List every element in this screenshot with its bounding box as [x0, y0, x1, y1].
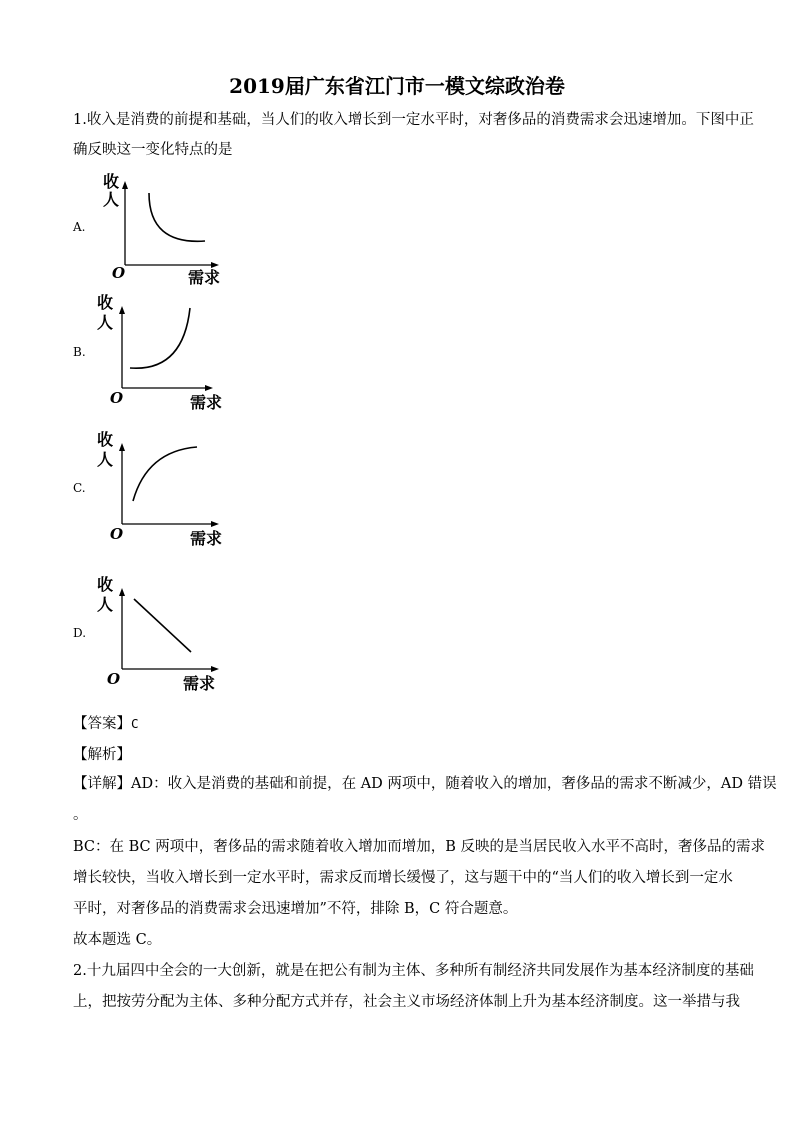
- option-a-label: A.: [73, 220, 86, 234]
- analysis-tag: 【解析】: [73, 747, 131, 763]
- page-title: 2019届广东省江门市一模文综政治卷: [229, 74, 565, 98]
- x-axis-label: 需求: [190, 393, 223, 412]
- option-c-label: C.: [73, 481, 86, 495]
- detail-line-1: [73, 774, 777, 794]
- x-axis-label: 需求: [190, 529, 223, 548]
- y-axis-label-2: 人: [97, 450, 114, 469]
- y-axis-label-1: 收: [97, 293, 114, 312]
- option-b-graph: [95, 290, 235, 420]
- origin-label: O: [110, 389, 124, 407]
- y-axis-label-2: 人: [97, 595, 114, 614]
- x-axis-label: 需求: [188, 268, 221, 287]
- q2-line-1: 2.十九届四中全会的一大创新，就是在把公有制为主体、多种所有制经济共同发展作为基本经济制度的基础: [73, 963, 754, 979]
- y-axis-label-1: 收: [97, 575, 114, 594]
- origin-label: O: [112, 264, 126, 282]
- x-axis-label: 需求: [183, 674, 216, 693]
- answer-value: C: [131, 716, 139, 731]
- curve-decreasing-linear: [134, 599, 191, 652]
- origin-label: O: [107, 670, 121, 688]
- y-axis-arrow: [119, 306, 125, 314]
- y-axis-arrow: [122, 181, 128, 189]
- detail-line-3: BC：在 BC 两项中，奢侈品的需求随着收入增加而增加，B 反映的是当居民收入水平不高时，奢侈品的需求: [73, 839, 766, 855]
- option-d-label: D.: [73, 626, 87, 640]
- curve-increasing-concave: [133, 447, 197, 501]
- answer-tag: 【答案】: [73, 716, 131, 732]
- y-axis-label-2: 人: [103, 190, 120, 209]
- q2-line-2: 上，把按劳分配为主体、多种分配方式并存，社会主义市场经济体制上升为基本经济制度。这一举措与我: [73, 994, 740, 1010]
- y-axis-label-2: 人: [97, 313, 114, 332]
- y-axis-arrow: [119, 588, 125, 596]
- x-axis-arrow: [211, 666, 219, 672]
- x-axis-arrow: [211, 521, 219, 527]
- option-b-label: B.: [73, 345, 86, 359]
- option-c-graph: [95, 427, 235, 557]
- curve-decreasing-convex: [149, 193, 205, 241]
- y-axis-label-1: 收: [103, 172, 120, 191]
- option-a-graph: [95, 165, 235, 295]
- detail-line-4: 增长较快，当收入增长到一定水平时，需求反而增长缓慢了，这与题干中的“当人们的收入增长到一定水: [73, 870, 733, 886]
- y-axis-label-1: 收: [97, 430, 114, 449]
- y-axis-arrow: [119, 443, 125, 451]
- detail-line-2: 。: [73, 807, 88, 823]
- origin-label: O: [110, 525, 124, 543]
- curve-increasing-convex: [130, 308, 190, 368]
- answer-line: [73, 712, 139, 733]
- detail-text-1: AD：收入是消费的基础和前提，在 AD 两项中，随着收入的增加，奢侈品的需求不断减少，AD 错误: [131, 776, 777, 792]
- q1-stem-line-2: 确反映这一变化特点的是: [73, 142, 233, 158]
- detail-tag: 【详解】: [73, 776, 131, 792]
- detail-line-6: 故本题选 C。: [73, 932, 162, 948]
- x-axis-arrow: [205, 385, 213, 391]
- q1-stem-line-1: 1.收入是消费的前提和基础，当人们的收入增长到一定水平时，对奢侈品的消费需求会迅速增加。下图中正: [73, 112, 754, 128]
- option-d-graph: [95, 572, 235, 702]
- detail-line-5: 平时，对奢侈品的消费需求会迅速增加”不符，排除 B，C 符合题意。: [73, 901, 518, 917]
